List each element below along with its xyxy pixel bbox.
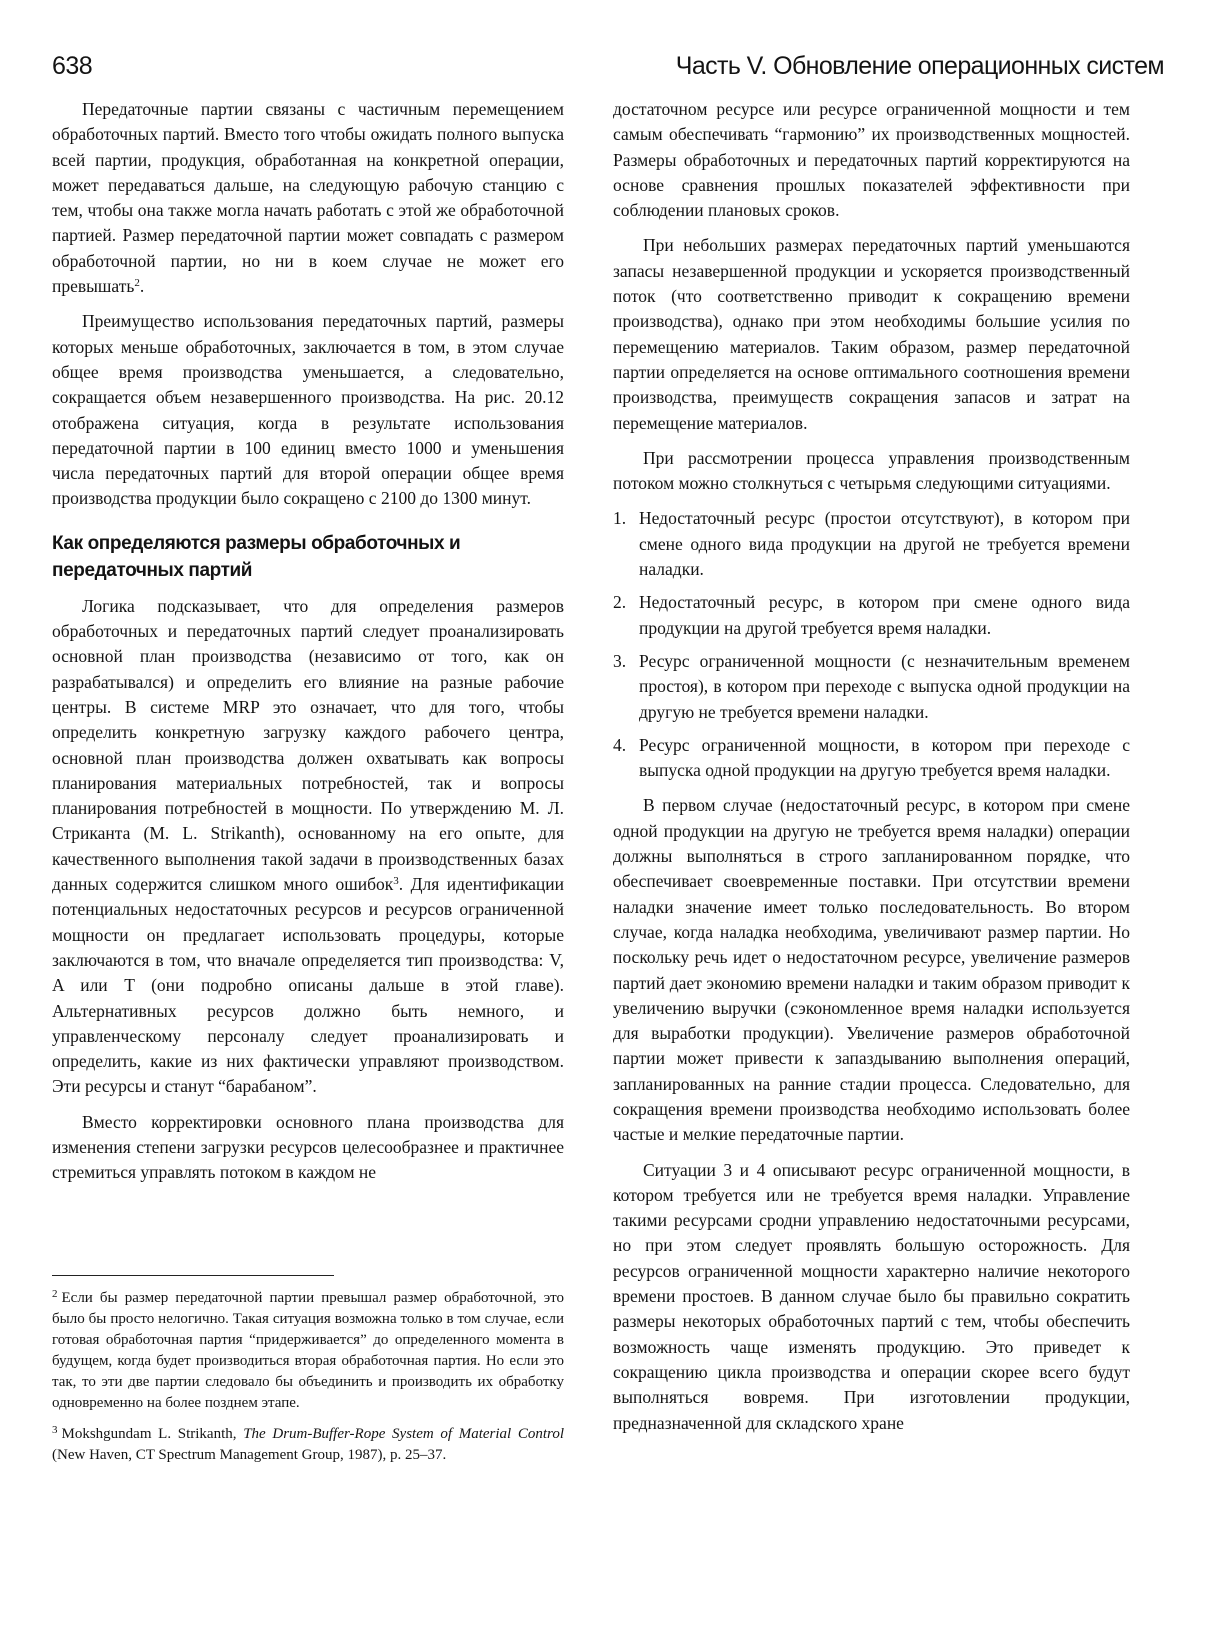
footnote-text: (New Haven, CT Spectrum Management Group, 1987), p. 25–37. bbox=[52, 1447, 447, 1463]
list-text: Недостаточный ресурс, в котором при смене одного вида продукции на другой требуется время наладки. bbox=[639, 592, 1130, 638]
list-item bbox=[613, 733, 1130, 784]
list-text: Ресурс ограниченной мощности (с незначительным временем простоя), в котором при переходе с выпуска одной продукции на другую не требуется времени наладки. bbox=[639, 650, 1130, 722]
footnotes bbox=[52, 1288, 564, 1476]
footnote-3 bbox=[52, 1424, 564, 1466]
footnote-author: Mokshgundam L. Strikanth, bbox=[61, 1426, 244, 1442]
page-number: 638 bbox=[52, 52, 93, 80]
footnote-ref[interactable]: 2 bbox=[134, 277, 140, 290]
footnote-book-title: The Drum-Buffer-Rope System of Material Control bbox=[243, 1426, 564, 1442]
paragraph: достаточном ресурсе или ресурсе ограниченной мощности и тем самым обеспечивать “гармонию” их производственных мощностей. Размеры обработочных и передаточных партий корректируются на основе сравнения прошлых показателей эффективности при соблюдении плановых сроков. bbox=[613, 99, 1130, 221]
footnote-mark: 3 bbox=[52, 1424, 58, 1436]
paragraph: В первом случае (недостаточный ресурс, в котором при смене одной продукции на другую не требуется время наладки) операции должны выполняться в строго запланированном порядке, что обеспечивает своевременные поставки. При отсутствии времени наладки значение имеет только последовательность. Во втором случае, когда наладка необходима, увеличивают размер партии. Но поскольку речь идет о недостаточном ресурсе, увеличение размеров партий дает экономию времени наладки и таким образом приводит к увеличению выручки (сэкономленное время наладки используется для выработки продукции). Увеличение размеров обработочной партии может привести к запаздыванию выполнения операций, запланированных на ранние стадии процесса. Следовательно, для сокращения времени производства необходимо использовать более частые и мелкие передаточные партии. bbox=[613, 795, 1130, 1145]
footnote-ref[interactable]: 3 bbox=[393, 875, 399, 888]
list-item bbox=[613, 506, 1130, 582]
running-head: Часть V. Обновление операционных систем bbox=[675, 52, 1164, 80]
list-number: 3. bbox=[613, 650, 627, 671]
paragraph: Преимущество использования передаточных партий, размеры которых меньше обработочных, заключается в том, в этом случае общее время производства уменьшается, а следовательно, сокращается объем незавершенного производства. На рис. 20.12 отображена ситуация, когда в результате использования передаточной партии в 100 единиц вместо 1000 и уменьшения числа передаточных партий для второй операции общее время производства продукции было сокращено с 2100 до 1300 минут. bbox=[52, 311, 564, 509]
paragraph-text: Передаточные партии связаны с частичным перемещением обработочных партий. Вместо того чтобы ожидать полного выпуска всей партии, продукция, обработанная на конкретной операции, может передаваться дальше, на следующую рабочую станцию с тем, чтобы она также могла начать работать с этой же обработочной партией. Размер передаточной партии может совпадать с размером обработочной партии, но ни в коем случае не может его превышать bbox=[52, 99, 564, 297]
paragraph-text: . bbox=[139, 276, 145, 297]
right-column bbox=[613, 97, 1130, 1446]
paragraph: Вместо корректировки основного плана производства для изменения степени загрузки ресурсов целесообразнее и практичнее стремиться управлять потоком в каждом не bbox=[52, 1111, 564, 1183]
footnote-text: Если бы размер передаточной партии превышал размер обработочной, это было бы просто нелогично. Такая ситуация возможна только в том случае, если готовая обработочная партия “придерживается” до определенного момента в будущем, когда будет производиться вторая обработочная партия. Но если это так, то эти две партии следовало бы объединить и производить их обработку одновременно на более позднем этапе. bbox=[52, 1290, 564, 1411]
left-column bbox=[52, 97, 564, 1196]
list-text: Ресурс ограниченной мощности, в котором при переходе с выпуска одной продукции на другую требуется время наладки. bbox=[639, 734, 1130, 781]
situation-list bbox=[613, 506, 1130, 783]
list-text: Недостаточный ресурс (простои отсутствуют), в котором при смене одного вида продукции на другой не требуется времени наладки. bbox=[639, 508, 1130, 580]
list-number: 2. bbox=[613, 592, 627, 613]
paragraph-text: Логика подсказывает, что для определения размеров обработочных и передаточных партий следует проанализировать основной план производства (независимо от того, как он разрабатывался) и определить его влияние на разные рабочие центры. В системе MRP это означает, что для того, чтобы определить конкретную загрузку каждого рабочего центра, основной план производства должен охватывать как вопросы планирования материальных потребностей, так и вопросы планирования потребностей в мощности. По утверждению М. Л. Стриканта (M. L. Strikanth), основанному на его опыте, для качественного выполнения такой задачи в производственных базах данных содержится слишком много ошибок bbox=[52, 595, 564, 895]
list-item bbox=[613, 649, 1130, 725]
paragraph: При рассмотрении процесса управления производственным потоком можно столкнуться с четырьмя следующими ситуациями. bbox=[613, 447, 1130, 494]
paragraph bbox=[52, 97, 564, 299]
paragraph: Ситуации 3 и 4 описывают ресурс ограниченной мощности, в котором требуется или не требуется время наладки. Управление такими ресурсами сродни управлению недостаточными ресурсами, но при этом следует проявлять большую осторожность. Для ресурсов ограниченной мощности характерно наличие некоторого времени простоев. В данном случае было бы правильно сократить размеры некоторых обработочных партий с тем, чтобы обеспечить возможность чаще изменять продукцию. Это приведет к сокращению цикла производства и операции скорее всего будут выполняться вовремя. При изготовлении продукции, предназначенной для складского хране bbox=[613, 1159, 1130, 1433]
paragraph bbox=[52, 594, 564, 1100]
list-number: 4. bbox=[613, 734, 627, 755]
paragraph: При небольших размерах передаточных партий уменьшаются запасы незавершенной продукции и ускоряется производственный поток (что соответственно приводит к сокращению времени производства), однако при этом необходимы большие усилия по перемещению материалов. Таким образом, размер передаточной партии определяется на основе оптимального соотношения времени производства, преимуществ сокращения запасов и затрат на перемещение материалов. bbox=[613, 235, 1130, 433]
list-number: 1. bbox=[613, 508, 627, 529]
paragraph-text: . Для идентификации потенциальных недостаточных ресурсов и ресурсов ограниченной мощности он предлагает использовать процедуры, которые заключаются в том, что вначале определяется тип производства: V, A или T (они подробно описаны дальше в этой главе). Альтернативных ресурсов должно быть немного, и управленческому персоналу следует проанализировать и определить, какие из них фактически управляют производством. Эти ресурсы и станут “барабаном”. bbox=[52, 874, 564, 1097]
footnote-mark: 2 bbox=[52, 1288, 58, 1300]
footnote-divider bbox=[52, 1275, 334, 1276]
footnote-2 bbox=[52, 1288, 564, 1414]
list-item bbox=[613, 590, 1130, 641]
section-heading: Как определяются размеры обработочных и передаточных партий bbox=[52, 532, 461, 581]
